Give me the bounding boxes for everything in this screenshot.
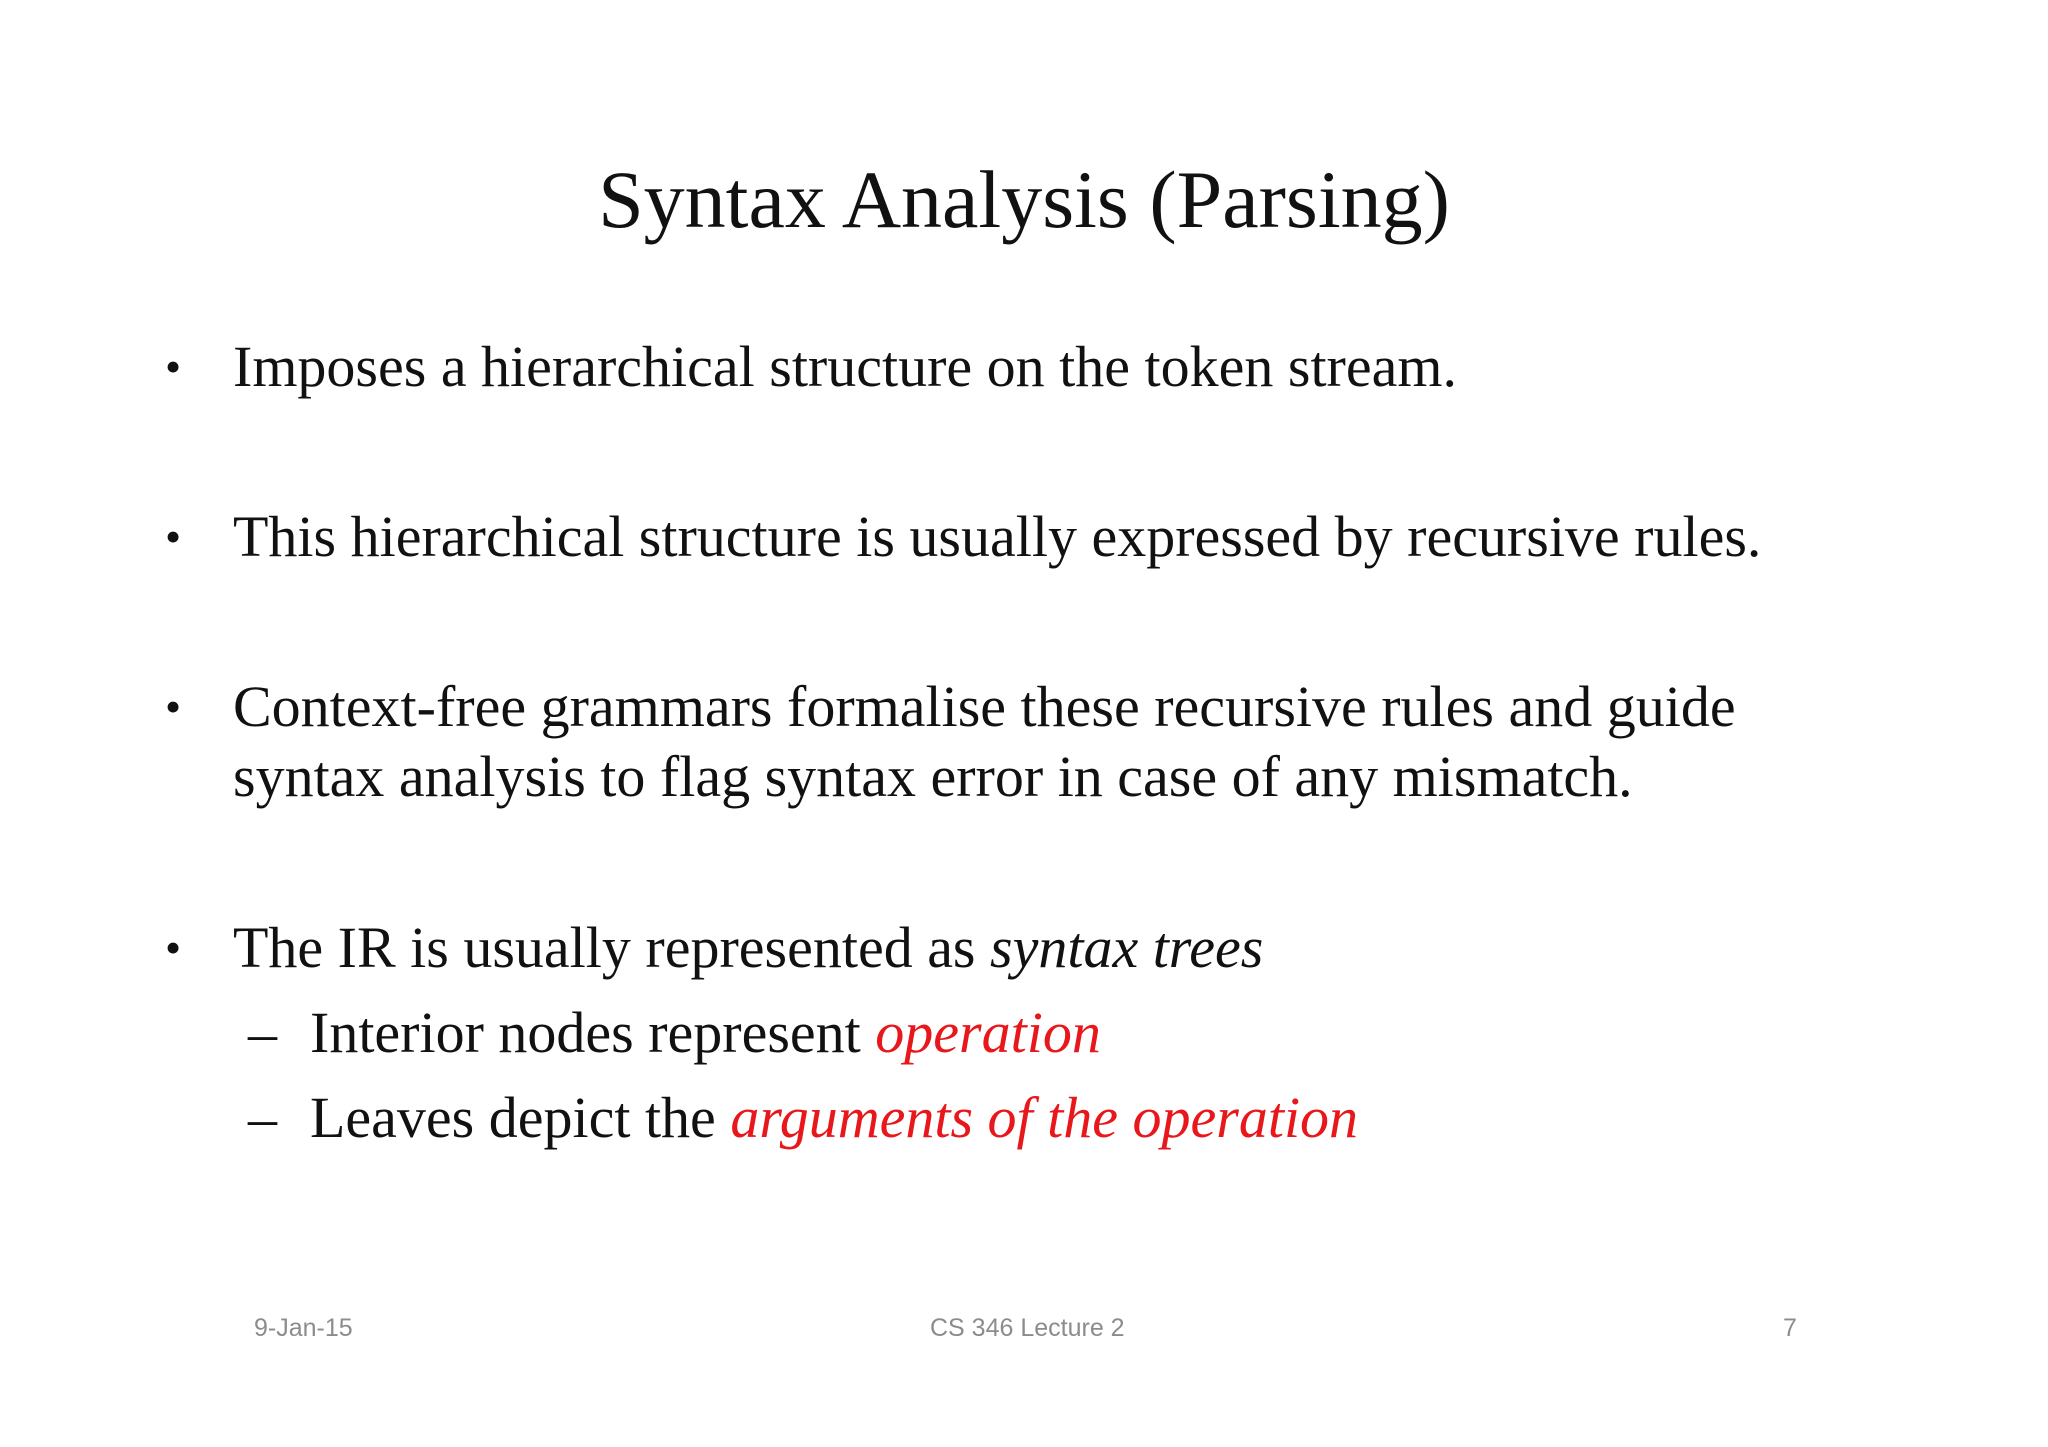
bullet-icon: • — [165, 511, 182, 562]
bullet-text-plain: The IR is usually represented as — [233, 915, 991, 980]
bullet-icon: • — [165, 681, 182, 732]
sub-bullet-text — [310, 1083, 1358, 1153]
bullet-text: This hierarchical structure is usually expressed by recursive rules. — [233, 504, 1762, 569]
bullet-text-line: syntax analysis to flag syntax error in case of any mismatch. — [233, 744, 1633, 809]
dash-icon: – — [248, 1085, 277, 1150]
sub-bullet-text-plain: Interior nodes represent — [310, 1000, 876, 1065]
bullet-text: Imposes a hierarchical structure on the token stream. — [233, 334, 1457, 399]
bullet-text-italic: syntax trees — [990, 915, 1264, 980]
sub-bullet-text — [310, 998, 1101, 1068]
footer-page-number: 7 — [1783, 1314, 1797, 1342]
bullet-text-line: Context-free grammars formalise these recursive rules and guide — [233, 674, 1736, 739]
sub-bullet-text-highlight: operation — [875, 1000, 1101, 1065]
bullet-text — [233, 672, 1736, 812]
footer-date: 9-Jan-15 — [254, 1314, 353, 1342]
dash-icon: – — [248, 1000, 277, 1065]
sub-bullet-text-plain: Leaves depict the — [310, 1085, 731, 1150]
slide-title: Syntax Analysis (Parsing) — [598, 154, 1450, 245]
bullet-icon: • — [165, 341, 182, 392]
bullet-text — [233, 913, 1263, 983]
bullet-icon: • — [165, 922, 182, 973]
footer-course: CS 346 Lecture 2 — [930, 1314, 1125, 1342]
sub-bullet-text-highlight: arguments of the operation — [730, 1085, 1359, 1150]
